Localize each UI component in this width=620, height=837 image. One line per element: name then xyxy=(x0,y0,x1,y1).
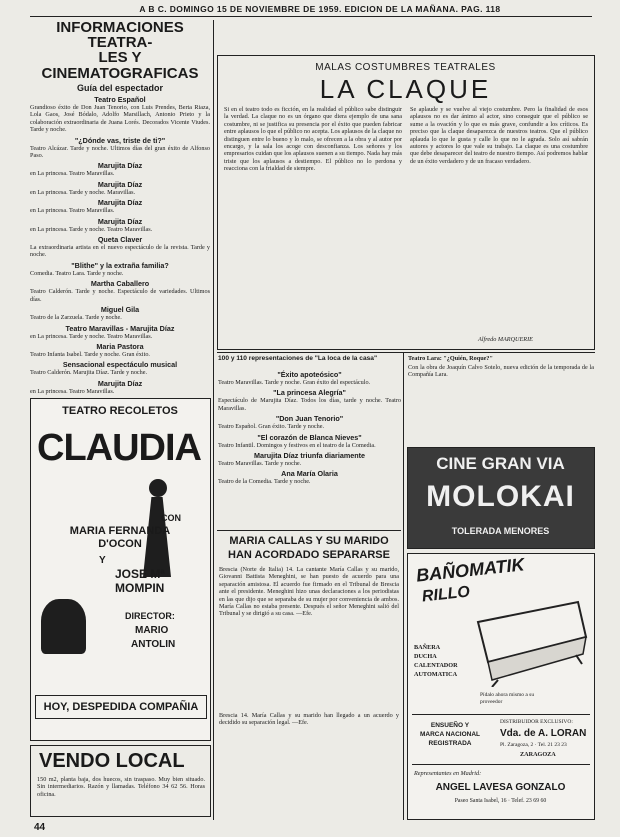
mid-item-text: Espectáculo de Marujita Díaz. Todos los días, tarde y noche. Teatro Maravillas. xyxy=(218,397,401,412)
banomatik-dist-name: Vda. de A. LORAN xyxy=(500,728,587,739)
mid-item-heading: Marujita Díaz triunfa diariamente xyxy=(253,451,366,461)
mid-item-text: Teatro de la Comedia. Tarde y noche. xyxy=(218,478,311,486)
banomatik-rule xyxy=(412,714,590,715)
mid-item-heading: "Éxito apoteósico" xyxy=(277,370,342,379)
guide-item-text: en La princesa. Tarde y noche. Maravillas. xyxy=(30,188,136,196)
guide-item-heading: Miguel Gila xyxy=(100,305,140,315)
reclining-figure-icon xyxy=(41,599,86,654)
recoletos-ad xyxy=(30,398,211,741)
guide-title-2: LES Y CINEMATOGRAFICAS xyxy=(41,49,199,82)
mid-strip-head: 100 y 110 representaciones de "La loca de la casa" xyxy=(218,355,378,362)
banomatik-rule-2 xyxy=(412,764,590,765)
claque-signature: Alfredo MARQUERIE xyxy=(478,336,533,343)
recoletos-director-2: ANTOLIN xyxy=(131,639,176,650)
page-number: 44 xyxy=(34,822,46,833)
claque-kicker: MALAS COSTUMBRES TEATRALES xyxy=(315,62,496,73)
recoletos-y: Y xyxy=(99,555,106,566)
mid-item-heading: "Don Juan Tenorio" xyxy=(275,414,344,424)
guide-item-text: La extraordinaria artista en el nuevo espectáculo de la revista. Tarde y noche. xyxy=(30,244,210,259)
banomatik-brand-2: RILLO xyxy=(421,583,471,606)
guide-list xyxy=(30,95,210,395)
recoletos-farewell: HOY, DESPEDIDA COMPAÑIA xyxy=(35,695,207,719)
recoletos-director-label: DIRECTOR: xyxy=(125,611,175,621)
callas-top-rule xyxy=(217,530,401,531)
banomatik-feat-1: BAÑERA xyxy=(414,644,441,651)
guide-item-heading: Marujita Díaz xyxy=(97,378,143,388)
guide-item-text: Comedia. Teatro Lara. Tarde y noche. xyxy=(30,269,124,277)
claque-title: LA CLAQUE xyxy=(319,74,492,104)
mid-item-heading: Ana María Olaria xyxy=(281,469,338,479)
theater-guide xyxy=(30,20,210,395)
recoletos-theater: TEATRO RECOLETOS xyxy=(62,405,178,417)
cine-line-2: MOLOKAI xyxy=(426,480,575,513)
guide-item-heading: Sensacional espectáculo musical xyxy=(62,360,178,370)
guide-item-heading: Maria Pastora xyxy=(96,341,144,351)
guide-item-heading: Teatro Maravillas - Marujita Díaz xyxy=(65,323,175,333)
callas-text: Brescia (Norte de Italia) 14. La cantante María Callas y su marido, Giovanni Battista Meneghini, se han puesto de acuerdo para una separación amistosa. El acuerdo fue firmado en el Tribunal de Brescia ante el presidente. Meneghini hizo unas declaraciones a los periodistas en las que dijo que se separaba de su mujer por conveniencia de ambos. María Callas no estaba presente. Después el señor Meneghini salió del Tribunal y se dirigió a su casa. —Efe. xyxy=(219,566,399,618)
mid-item-heading: "La princesa Alegría" xyxy=(273,388,346,398)
banomatik-feat-2: DUCHA xyxy=(414,653,437,660)
claque-article xyxy=(217,55,595,350)
guide-item-text: Teatro Calderón. Tarde y noche. Espectáculo de variedades. Ultimos días. xyxy=(30,288,210,303)
page-header: A B C. DOMINGO 15 DE NOVIEMBRE DE 1959. EDICION DE LA MAÑANA. PAG. 118 xyxy=(139,4,501,14)
guide-item-heading: Marujita Díaz xyxy=(97,161,143,171)
banomatik-bl-2: MARCA NACIONAL xyxy=(419,731,481,738)
banomatik-bl-3: REGISTRADA xyxy=(428,740,472,747)
guide-item-heading: Marujita Díaz xyxy=(97,198,143,208)
banomatik-rep-name: ANGEL LAVESA GONZALO xyxy=(435,782,566,793)
vendo-title: VENDO LOCAL xyxy=(39,750,185,772)
recoletos-actor-1: JOSE Mª xyxy=(115,567,165,581)
banomatik-feat-3: CALENTADOR xyxy=(414,662,458,669)
guide-title-1: INFORMACIONES TEATRA- xyxy=(56,20,184,51)
cine-line-3: TOLERADA MENORES xyxy=(451,526,550,536)
vendo-local-ad xyxy=(30,745,211,817)
recoletos-actress-2: D'OCON xyxy=(98,538,142,550)
guide-item-heading: Marujita Díaz xyxy=(97,216,143,226)
guide-item-text: en La princesa. Teatro Maravillas. xyxy=(30,387,115,395)
callas-title-2: HAN ACORDADO SEPARARSE xyxy=(228,549,390,561)
mid-items xyxy=(218,368,401,528)
bathtub-illustration xyxy=(468,592,590,687)
banomatik-brand: BAÑOMATIK xyxy=(415,554,526,586)
guide-item-text: en La princesa. Teatro Maravillas. xyxy=(30,170,115,178)
guide-item-text: Teatro Calderón. Marujita Díaz. Tarde y noche. xyxy=(30,369,148,377)
vendo-text: 150 m2, planta baja, dos huecos, sin traspaso. Muy bien situado. Sin intermediarios. Razón y llamadas. Teléfono 34 62 56. Horas oficina. xyxy=(37,776,205,798)
callas-title-1: MARIA CALLAS Y SU MARIDO xyxy=(229,535,389,547)
guide-item-text: Teatro Alcázar. Tarde y noche. Ultimos días del gran éxito de Alfonso Paso. xyxy=(30,144,210,160)
recoletos-actress-1: MARIA FERNANDA xyxy=(69,525,171,537)
guide-item-text: en La princesa. Tarde y noche. Teatro Maravillas. xyxy=(30,225,153,233)
guide-item-text: Teatro Infanta Isabel. Tarde y noche. Gran éxito. xyxy=(30,350,150,358)
guide-item-text: en La princesa. Teatro Maravillas. xyxy=(30,207,115,215)
mid-right-head: Teatro Lara: "¿Quién, Roque?" xyxy=(408,355,493,362)
banomatik-city: ZARAGOZA xyxy=(520,751,556,758)
banomatik-bl-1: ENSUEÑO Y xyxy=(430,722,470,729)
cine-gran-via-ad xyxy=(407,447,595,549)
cine-line-1: CINE GRAN VIA xyxy=(436,454,565,473)
mid-item-heading: "El corazón de Blanca Nieves" xyxy=(257,432,362,442)
claque-col-1: Si en el teatro todo es ficción, en la realidad el público sabe distinguir la verdad. La claque no es un órgano que diera ejemplo de una sana costumbre, ni se justifica su presencia por el éxito que pueden fabricar entre aplausos lo que el público no acepta. Los aplausos de la claque no distinguen entre lo bueno y lo malo, se ofrecen a la obra y al autor por encargo, y la sala los acoge con desconfianza. Los señores y los empresarios cuidan que los aplausos suenen a su tiempo. Nada hay más triste que los aplausos a destiempo. El público no lo perdona y reacciona con la frialdad de siempre. xyxy=(224,106,402,173)
guide-item-text: Grandioso éxito de Don Juan Tenorio, con Luis Prendes, Berta Riaza, Lola Gaos, José Bódalo, Adolfo Marsillach, Antonio Prieto y la colaboración extraordinaria de Juana Lorés. Decorados Vicente Viudes. Tarde y noche. xyxy=(30,104,210,134)
banomatik-note: Pídalo ahora mismo a su proveedor xyxy=(480,692,535,706)
guide-item-text: en La princesa. Tarde y noche. Teatro Maravillas. xyxy=(30,332,153,340)
figure-head-icon xyxy=(149,479,167,497)
mid-item-text: Teatro Español. Gran éxito. Tarde y noche. xyxy=(218,423,325,431)
mid-item-text: Teatro Infantil. Domingos y festivos en el teatro de la Comedia. xyxy=(218,441,376,449)
guide-item-text: Teatro de la Zarzuela. Tarde y noche. xyxy=(30,314,122,322)
claque-col-2: Se aplaude y se vuelve al viejo costumbre. Pero la finalidad de esos aplausos no es dar ánimo al actor, sino conseguir que el público se sume a la ovación y lo que es más grave, confundir a los críticos. Es preciso que la claque desaparezca de nuestros teatros. Que el público aplauda lo que le gusta y calle lo que no le agrada. Solo así sabrán autores y actores lo que vale su trabajo. La claque es una costumbre que debe desaparecer del teatro de nuestro tiempo. Así podremos hablar de un éxito verdadero y de un fracaso verdadero. xyxy=(410,106,588,165)
recoletos-actor-2: MOMPIN xyxy=(115,581,165,595)
column-rule-right xyxy=(403,353,404,820)
guide-item-heading: Martha Caballero xyxy=(90,279,150,289)
guide-item-heading: Marujita Díaz xyxy=(97,179,143,189)
recoletos-con: CON xyxy=(161,513,181,523)
banomatik-dist-addr: Pl. Zaragoza, 2 · Tel. 21 23 23 xyxy=(500,742,567,748)
guide-subtitle: Guía del espectador xyxy=(76,83,164,93)
recoletos-director-1: MARIO xyxy=(135,625,169,636)
figure-dress-icon xyxy=(143,497,171,577)
callas-text-2: Brescia 14. María Callas y su marido han llegado a un acuerdo y decidido su separación legal. —Efe. xyxy=(219,712,399,727)
guide-item-heading: Queta Claver xyxy=(97,235,143,245)
header-rule xyxy=(30,16,592,17)
banomatik-rep-addr: Paseo Santa Isabel, 16 · Telef. 23 69 60 xyxy=(454,798,547,804)
mid-right-text: Con la obra de Joaquín Calvo Sotelo, nueva edición de la temporada de la Compañía Lara. xyxy=(408,364,594,379)
banomatik-feat-4: AUTOMATICA xyxy=(414,671,458,678)
banomatik-dist-label: DISTRIBUIDOR EXCLUSIVO: xyxy=(500,719,573,725)
banomatik-rep-label: Representantes en Madrid: xyxy=(414,770,482,777)
recoletos-show: CLAUDIA xyxy=(37,427,201,469)
mid-item-text: Teatro Maravillas. Tarde y noche. xyxy=(218,460,302,468)
column-rule-left xyxy=(213,20,214,820)
guide-item-heading: "Blithe" y la extraña familia? xyxy=(71,260,169,270)
mid-item-text: Teatro Maravillas. Tarde y noche. Gran éxito del espectáculo. xyxy=(218,379,371,386)
guide-item-heading: "¿Dónde vas, triste de ti?" xyxy=(74,135,166,145)
guide-item-heading: Teatro Español xyxy=(94,95,146,104)
mid-rule xyxy=(217,352,595,353)
banomatik-ad xyxy=(407,553,595,820)
